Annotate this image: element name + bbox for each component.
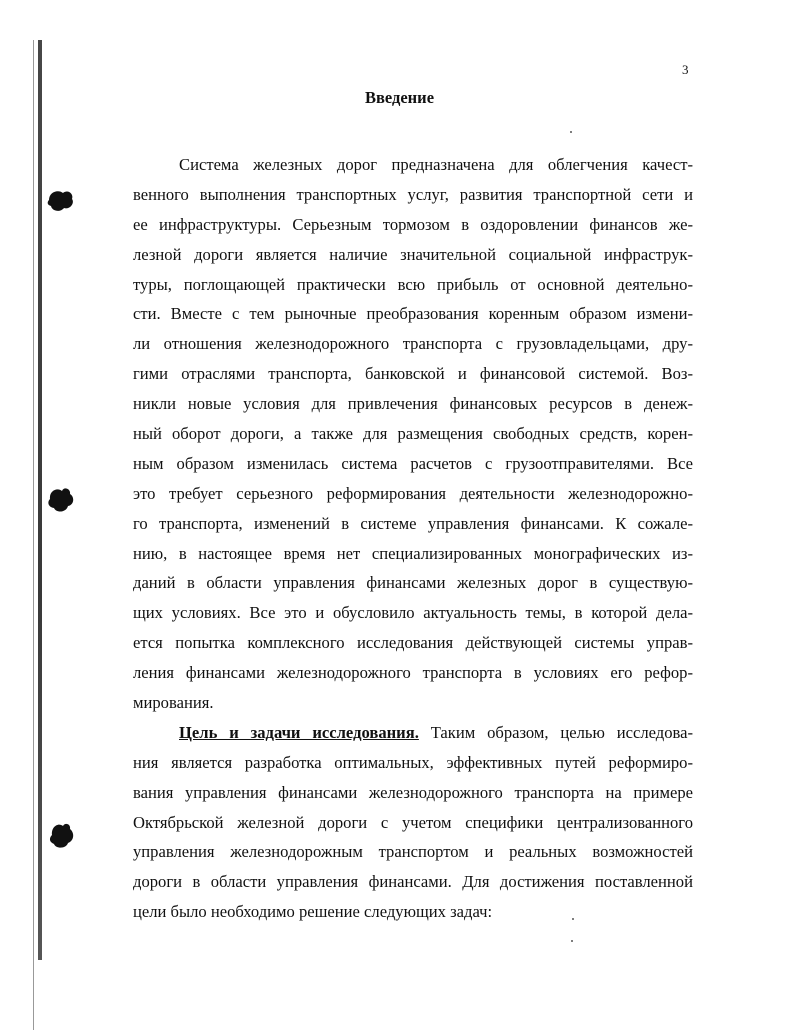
punch-hole-mark-middle: [46, 485, 76, 515]
section-label: Цель и задачи исследования.: [179, 722, 419, 742]
punch-hole-mark-bottom: [48, 820, 76, 850]
paragraph-line: ния является разработка оптимальных, эффективных путей реформиро-: [133, 752, 693, 772]
paragraph-line: дороги в области управления финансами. Для достижения поставленной: [133, 872, 693, 892]
page-number: 3: [682, 62, 689, 77]
paragraph-line: щих условиях. Все это и обусловило актуальность темы, в которой дела-: [133, 603, 693, 623]
paragraph-line: ли отношения железнодорожного транспорта с грузовладельцами, дру-: [133, 334, 693, 354]
binding-edge-shadow: [38, 40, 42, 960]
document-body: [133, 150, 693, 927]
paragraph-line: [133, 718, 693, 748]
paragraph-line: никли новые условия для привлечения финансовых ресурсов в денеж-: [133, 394, 693, 414]
paragraph-line-text: Таким образом, целью исследова-: [418, 722, 694, 742]
scan-speck: [571, 940, 573, 942]
paragraph-line: нию, в настоящее время нет специализированных монографических из-: [133, 543, 693, 563]
paragraph-line: цели было необходимо решение следующих задач:: [133, 902, 493, 922]
paragraph-line: ее инфраструктуры. Серьезным тормозом в оздоровлении финансов же-: [133, 214, 693, 234]
paragraph-line: это требует серьезного реформирования деятельности железнодорожно-: [133, 483, 693, 503]
paragraph-line: лезной дороги является наличие значительной социальной инфраструк-: [133, 244, 693, 264]
paragraph-line: сти. Вместе с тем рыночные преобразования коренным образом измени-: [133, 304, 693, 324]
paragraph-line: венного выполнения транспортных услуг, развития транспортной сети и: [133, 184, 693, 204]
paragraph-line: мирования.: [133, 693, 214, 713]
paragraph-line: гими отраслями транспорта, банковской и финансовой системой. Воз-: [133, 364, 693, 384]
paragraph-line: управления железнодорожным транспортом и реальных возможностей: [133, 842, 693, 862]
punch-hole-mark-top: [46, 188, 76, 214]
paragraph-line: Система железных дорог предназначена для облегчения качест-: [179, 155, 693, 174]
paragraph-line: туры, поглощающей практически всю прибыль от основной деятельно-: [133, 274, 693, 294]
paragraph-line: ется попытка комплексного исследования действующей системы управ-: [133, 633, 693, 653]
paragraph-line: ления финансами железнодорожного транспорта в условиях его рефор-: [133, 663, 693, 683]
paragraph-line: даний в области управления финансами железных дорог в существую-: [133, 573, 693, 593]
paragraph-line: вания управления финансами железнодорожного транспорта на примере: [133, 782, 693, 802]
binding-edge-line: [33, 40, 34, 1030]
paragraph-line: Октябрьской железной дороги с учетом специфики централизованного: [133, 812, 693, 832]
introduction-paragraph: [133, 150, 693, 718]
goals-paragraph: [133, 748, 693, 927]
page-title: Введение: [364, 88, 435, 107]
paragraph-line: ный оборот дороги, а также для размещения свободных средств, корен-: [133, 424, 693, 444]
scan-speck: [570, 131, 572, 133]
paragraph-line: го транспорта, изменений в системе управления финансами. К сожале-: [133, 513, 693, 533]
paragraph-line: ным образом изменилась система расчетов с грузоотправителями. Все: [133, 453, 693, 473]
